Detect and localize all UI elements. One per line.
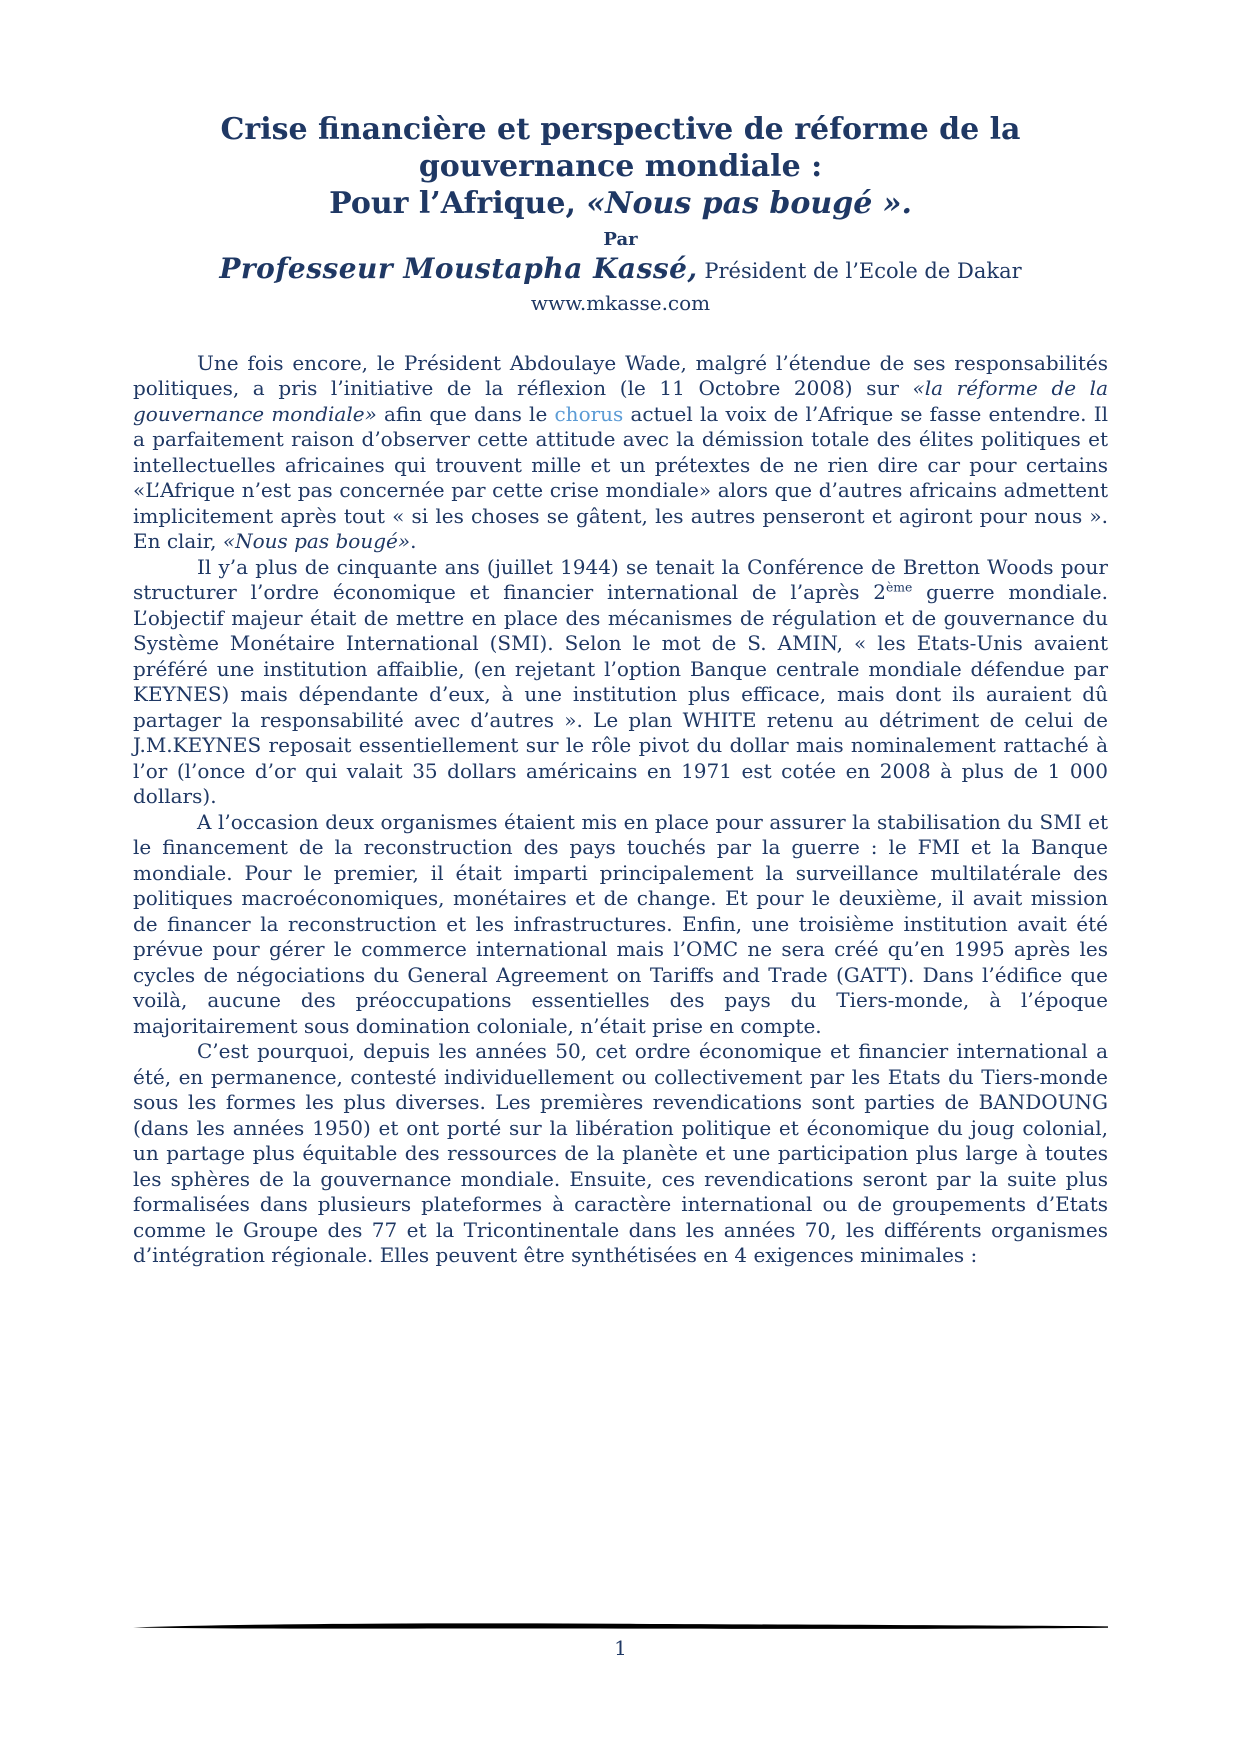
text-run: . [410, 529, 417, 554]
title-line-3-prefix: Pour l’Afrique, [329, 185, 587, 221]
title-line-2: gouvernance mondiale : [418, 148, 823, 184]
paragraph-3 [133, 810, 1108, 1040]
author-name: Professeur Moustapha Kassé, [219, 251, 698, 285]
chorus-link[interactable]: chorus [554, 401, 624, 426]
author-line [133, 252, 1108, 285]
website-url: www.mkasse.com [530, 290, 711, 315]
page-footer [133, 1622, 1108, 1660]
footer-rule [133, 1622, 1108, 1632]
byline-par: Par [603, 228, 638, 250]
paragraph-4 [133, 1039, 1108, 1269]
document-content [133, 0, 1108, 1269]
text-run: afin que dans le [376, 401, 555, 426]
text-run: C’est pourquoi, depuis les années 50, cet ordre économique et financier international a été, en permanence, contesté individuellement ou collectivement par les Etats du Tiers-monde sous les formes les plus diverses. Les premières revendications sont parties de BANDOUNG (dans les années 1950) et ont porté sur la libération politique et économique du joug colonial, un partage plus équitable des ressources de la planète et une participation plus large à toutes les sphères de la gouvernance mondiale. Ensuite, ces revendications seront par la suite plus formalisées dans plusieurs plateformes à caractère international ou de groupements d’Etats comme le Groupe des 77 et la Tricontinentale dans les années 70, les différents organismes d’intégration régionale. Elles peuvent être synthétisées en 4 exigences minimales : [133, 1039, 1108, 1268]
text-run: Il y’a plus de cinquante ans (juillet 1944) se tenait la Conférence de Bretton Woods pour structurer l’ordre économique et financier international de l’après 2 [133, 554, 1108, 605]
text-run: guerre mondiale. L’objectif majeur était de mettre en place des mécanismes de régulation et de gouvernance du Système Monétaire International (SMI). Selon le mot de S. AMIN, « les Etats-Unis avaient préféré une institution affaiblie, (en rejetant l’option Banque centrale mondiale défendue par KEYNES) mais dépendante d’eux, à une institution plus efficace, mais dont ils auraient dû partager la responsabilité avec d’autres ». Le plan WHITE retenu au détriment de celui de J.M.KEYNES reposait essentiellement sur le rôle pivot du dollar mais nominalement rattaché à l’or (l’once d’or qui valait 35 dollars américains en 1971 est cotée en 2008 à plus de 1 000 dollars). [133, 580, 1108, 809]
title-line-3 [329, 186, 912, 221]
title-line-1: Crise financière et perspective de réforme de la [220, 112, 1021, 147]
title-line-3-quote: «Nous pas bougé ». [586, 185, 912, 221]
text-run: Une fois encore, le Président Abdoulaye Wade, malgré l’étendue de ses responsabilités politiques, a pris l’initiative de la réflexion (le 11 Octobre 2008) sur [133, 350, 1108, 401]
document-title [133, 112, 1108, 223]
text-run: actuel la voix de l’Afrique se fasse entendre. Il a parfaitement raison d’observer cette attitude avec la démission totale des élites politiques et intellectuelles africaines qui trouvent mille et un prétextes de ne rien dire car pour certains «L’Afrique n’est pas concernée par cette crise mondiale» alors que d’autres africains admettent implicitement après tout « si les choses se gâtent, les autres penseront et agiront pour nous ». En clair, [133, 401, 1109, 554]
superscript-text: ème [885, 579, 913, 595]
italic-text: «la réforme de la gouvernance mondiale» [133, 376, 1108, 426]
paragraph-1 [133, 351, 1108, 555]
body-paragraphs [133, 351, 1108, 1269]
paragraph-2 [133, 555, 1108, 810]
author-role: Président de l’Ecole de Dakar [697, 258, 1022, 283]
page-number: 1 [614, 1636, 627, 1660]
italic-text: «Nous pas bougé» [222, 529, 411, 554]
text-run: A l’occasion deux organismes étaient mis en place pour assurer la stabilisation du SMI et le financement de la reconstruction des pays touchés par la guerre : le FMI et la Banque mondiale. Pour le premier, il était imparti principalement la surveillance multilatérale des politiques macroéconomiques, monétaires et de change. Et pour le deuxième, il avait mission de financer la reconstruction et les infrastructures. Enfin, une troisième institution avait été prévue pour gérer le commerce international mais l’OMC ne sera créé qu’en 1995 après les cycles de négociations du General Agreement on Tariffs and Trade (GATT). Dans l’édifice que voilà, aucune des préoccupations essentielles des pays du Tiers-monde, à l’époque majoritairement sous domination coloniale, n’était prise en compte. [133, 809, 1108, 1038]
